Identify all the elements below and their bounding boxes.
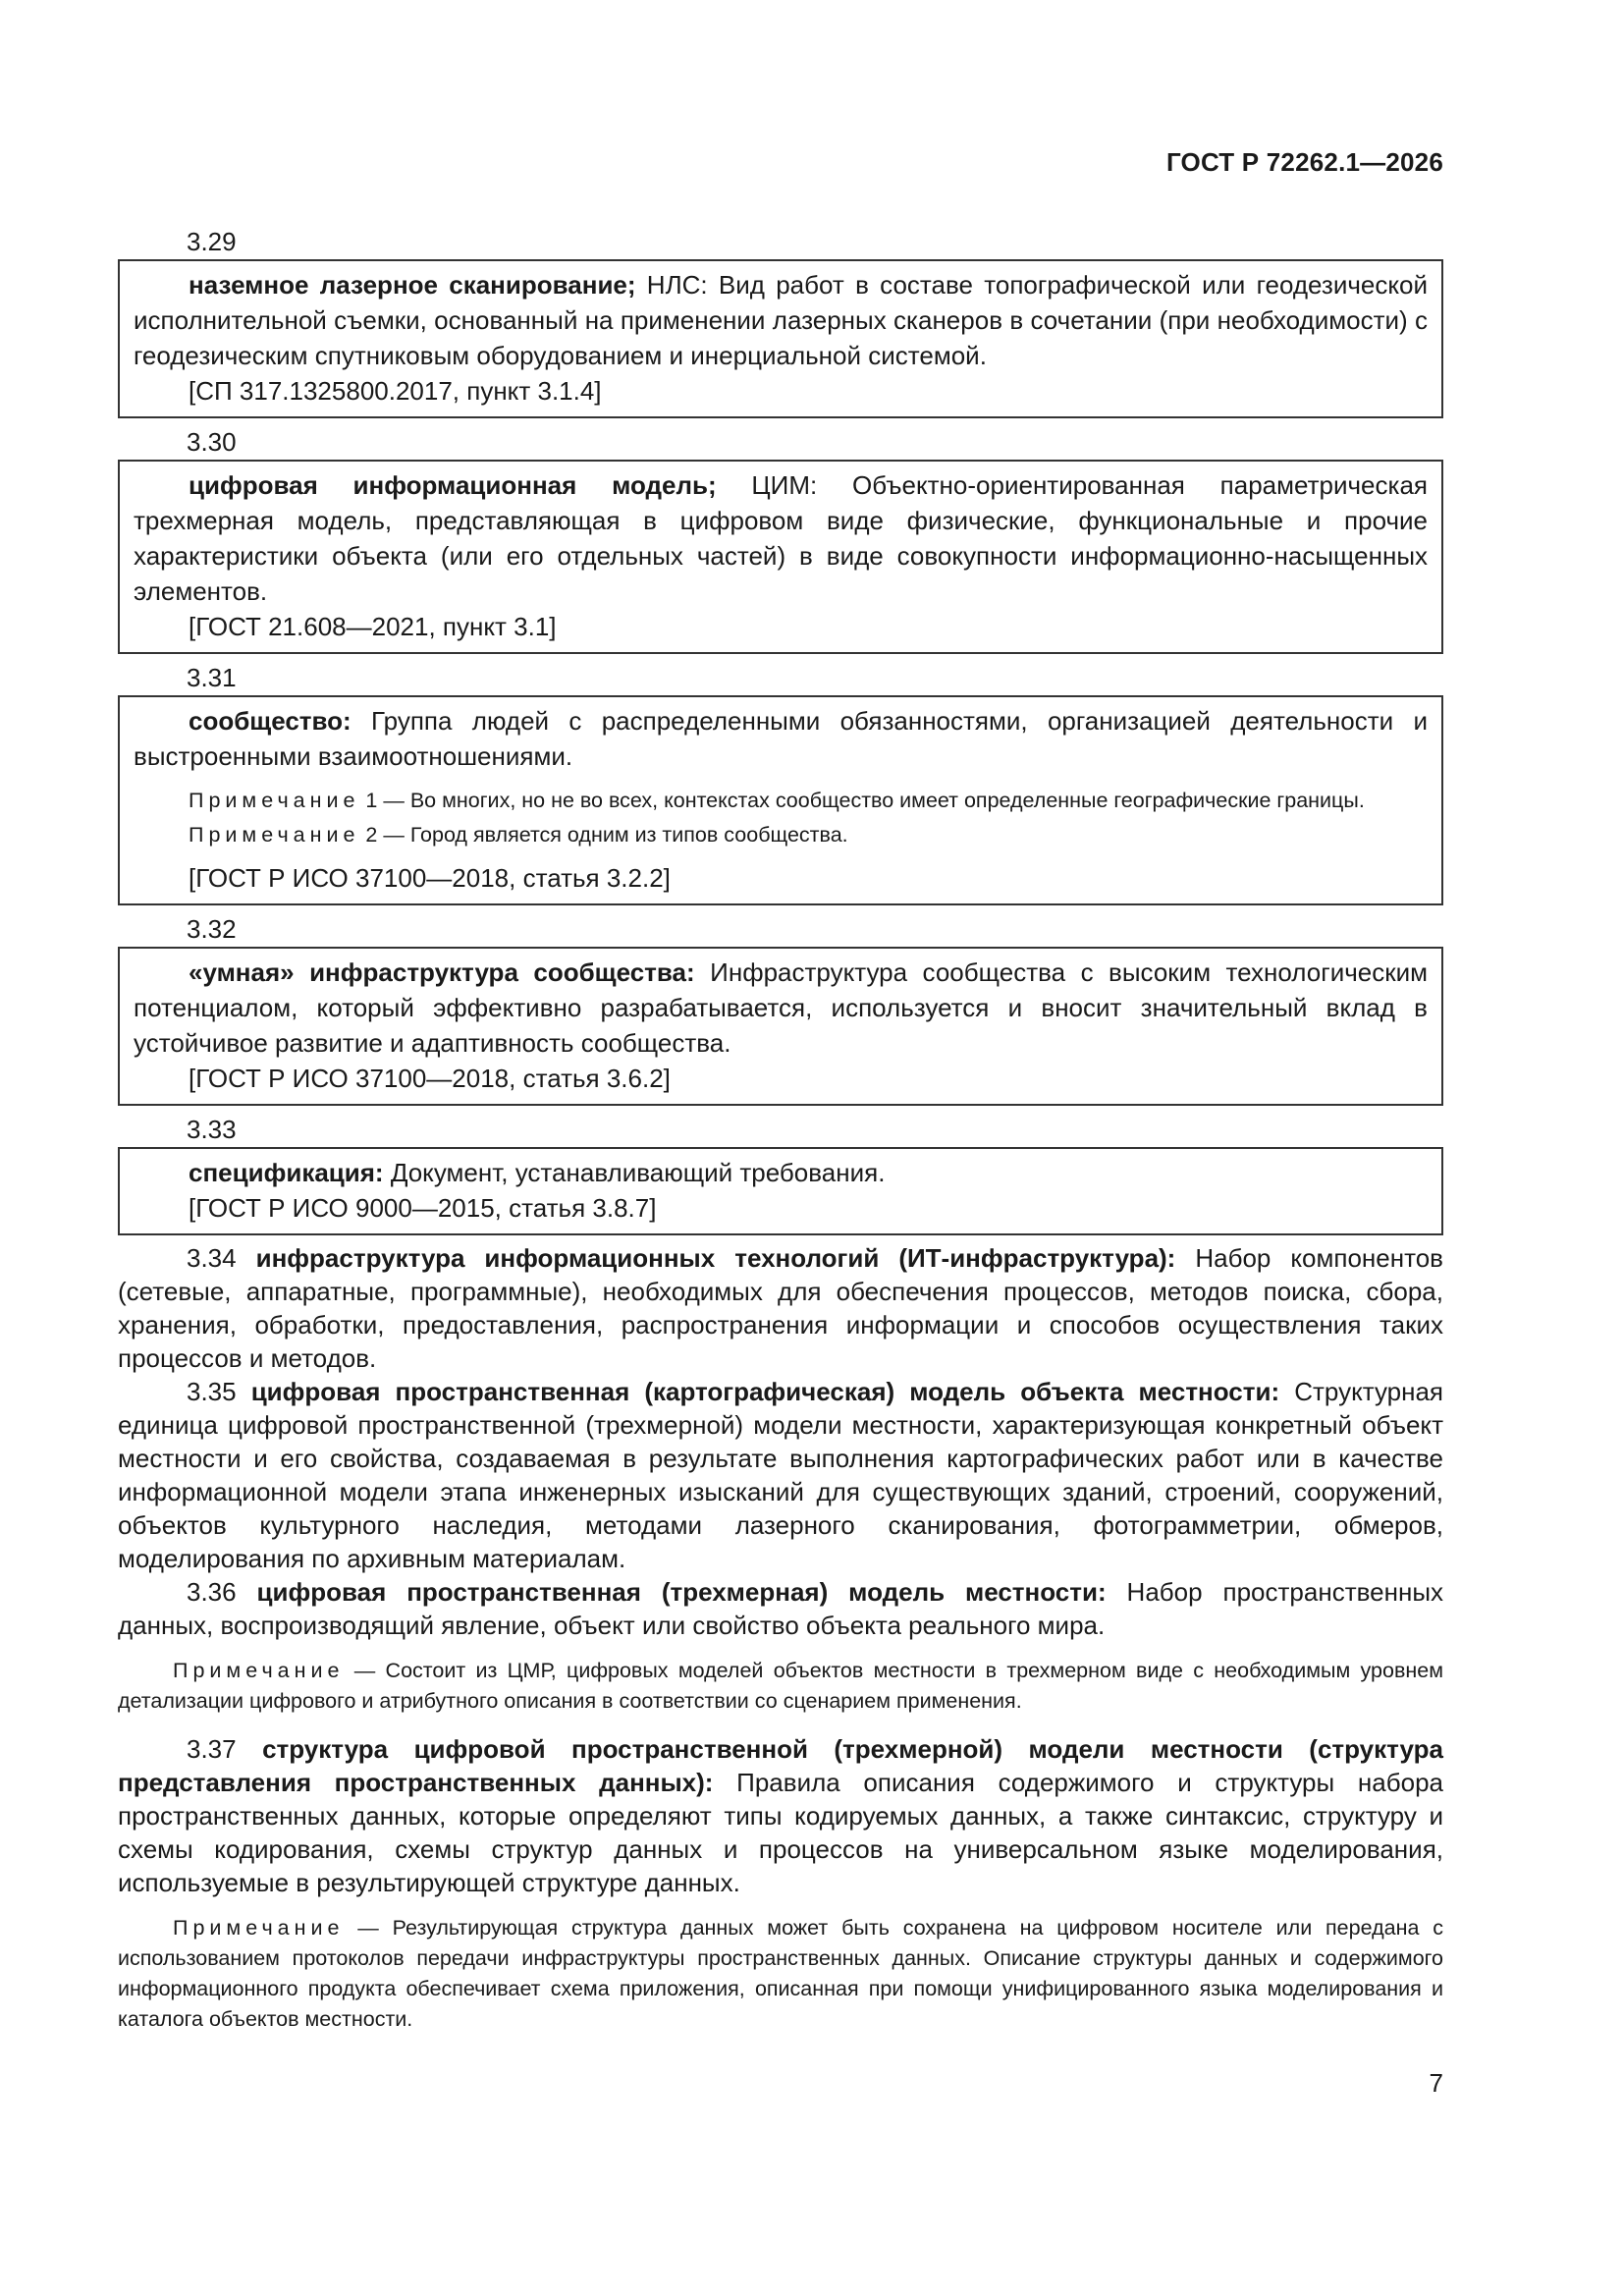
- note-text: — Результирующая структура данных может быть сохранена на цифровом носителе или передана с использованием протоколов передачи инфраструктуры пространственных данных. Описание структуры данных и содержимого информационного продукта обеспечивает схема приложения, описанная при помощи унифицированного языка моделирования и каталога объектов местности.: [118, 1916, 1443, 2031]
- term-box: [118, 460, 1443, 654]
- term-box: [118, 259, 1443, 418]
- note-label: Примечание: [189, 789, 360, 812]
- paragraph-note: [118, 1656, 1443, 1717]
- note-text: 1 — Во многих, но не во всех, контекстах сообщество имеет определенные географические границы.: [359, 789, 1365, 812]
- term-source: [ГОСТ Р ИСО 37100—2018, статья 3.6.2]: [189, 1064, 671, 1093]
- term-text: ЦИМ: Объектно-ориентированная параметрическая трехмерная модель, представляющая в цифровом виде физические, функциональные и прочие характеристики объекта (или его отдельных частей) в виде совокупности информационно-насыщенных элементов.: [134, 470, 1428, 606]
- term-title: спецификация:: [189, 1158, 384, 1187]
- term-source: [ГОСТ Р ИСО 37100—2018, статья 3.2.2]: [189, 863, 671, 893]
- paragraph-number: 3.36: [187, 1577, 257, 1607]
- term-note: [134, 786, 1428, 816]
- term-source: [СП 317.1325800.2017, пункт 3.1.4]: [189, 376, 602, 406]
- term-text: Документ, устанавливающий требования.: [383, 1158, 886, 1187]
- paragraph-number: 3.34: [187, 1243, 256, 1273]
- paragraph-term: структура цифровой пространственной (трехмерной) модели местности (структура представления пространственных данных):: [118, 1734, 1443, 1797]
- paragraph-number: 3.35: [187, 1377, 251, 1406]
- definition-paragraph: [118, 1241, 1443, 1375]
- term-definition: [134, 1155, 1428, 1190]
- term-definition: [134, 955, 1428, 1061]
- paragraph-text: Правила описания содержимого и структуры набора пространственных данных, которые определяют типы кодируемых данных, а также синтаксис, структуру и схемы кодирования, схемы структур данных и процессов на универсальном языке моделирования, используемые в результирующей структуре данных.: [118, 1768, 1443, 1897]
- paragraph-text: Структурная единица цифровой пространственной (трехмерной) модели местности, характеризующая конкретный объект местности и его свойства, создаваемая в результате выполнения картографических работ или в качестве информационной модели этапа инженерных изысканий для существующих зданий, строений, сооружений, объектов культурного наследия, методами лазерного сканирования, фотограмметрии, обмеров, моделирования по архивным материалам.: [118, 1377, 1444, 1573]
- paragraph-term: цифровая пространственная (картографическая) модель объекта местности:: [250, 1377, 1280, 1406]
- terms-section: [118, 224, 1443, 2039]
- term-title: наземное лазерное сканирование;: [189, 270, 636, 300]
- term-note: [134, 820, 1428, 850]
- paragraph-term: цифровая пространственная (трехмерная) модель местности:: [256, 1577, 1107, 1607]
- term-number: 3.29: [187, 227, 237, 256]
- term-definition: [134, 267, 1428, 373]
- term-source: [ГОСТ Р ИСО 9000—2015, статья 3.8.7]: [189, 1193, 657, 1223]
- note-label: Примечание: [173, 1916, 345, 1940]
- definition-paragraph: [118, 1375, 1443, 1575]
- document-header: ГОСТ Р 72262.1—2026: [1165, 147, 1443, 177]
- term-box: [118, 695, 1443, 905]
- paragraph-text: Набор компонентов (сетевые, аппаратные, программные), необходимых для обеспечения процессов, методов поиска, сбора, хранения, обработки, предоставления, распространения информации и способов осуществления таких процессов и методов.: [118, 1243, 1443, 1373]
- term-text: НЛС: Вид работ в составе топографической или геодезической исполнительной съемки, основанный на применении лазерных сканеров в сочетании (при необходимости) с геодезическим спутниковым оборудованием и инерциальной системой.: [134, 270, 1428, 370]
- term-box: [118, 947, 1443, 1106]
- note-text: 2 — Город является одним из типов сообщества.: [359, 823, 848, 847]
- term-definition: [134, 703, 1428, 774]
- term-text: Инфраструктура сообщества с высоким технологическим потенциалом, который эффективно разрабатывается, используется и вносит значительный вклад в устойчивое развитие и адаптивность сообщества.: [134, 957, 1428, 1058]
- paragraph-number: 3.37: [187, 1734, 263, 1764]
- term-number: 3.31: [187, 663, 237, 692]
- note-text: — Состоит из ЦМР, цифровых моделей объектов местности в трехмерном виде с необходимым уровнем детализации цифрового и атрибутного описания в соответствии со сценарием применения.: [118, 1659, 1443, 1713]
- term-number: 3.32: [187, 914, 237, 944]
- term-source: [ГОСТ 21.608—2021, пункт 3.1]: [189, 612, 557, 641]
- term-number: 3.33: [187, 1115, 237, 1144]
- term-box: [118, 1147, 1443, 1235]
- term-title: цифровая информационная модель;: [189, 470, 717, 500]
- paragraph-term: инфраструктура информационных технологий (ИТ-инфраструктура):: [255, 1243, 1176, 1273]
- definition-paragraph: [118, 1575, 1443, 1642]
- paragraph-note: [118, 1913, 1443, 2035]
- definition-paragraph: [118, 1732, 1443, 1899]
- term-title: «умная» инфраструктура сообщества:: [189, 957, 695, 987]
- note-label: Примечание: [189, 823, 360, 847]
- term-definition: [134, 467, 1428, 609]
- note-label: Примечание: [173, 1659, 345, 1682]
- term-title: сообщество:: [189, 706, 352, 736]
- page-number: 7: [1429, 2068, 1443, 2098]
- term-text: Группа людей с распределенными обязанностями, организацией деятельности и выстроенными взаимоотношениями.: [134, 706, 1428, 771]
- paragraph-text: Набор пространственных данных, воспроизводящий явление, объект или свойство объекта реального мира.: [118, 1577, 1444, 1640]
- term-number: 3.30: [187, 427, 237, 457]
